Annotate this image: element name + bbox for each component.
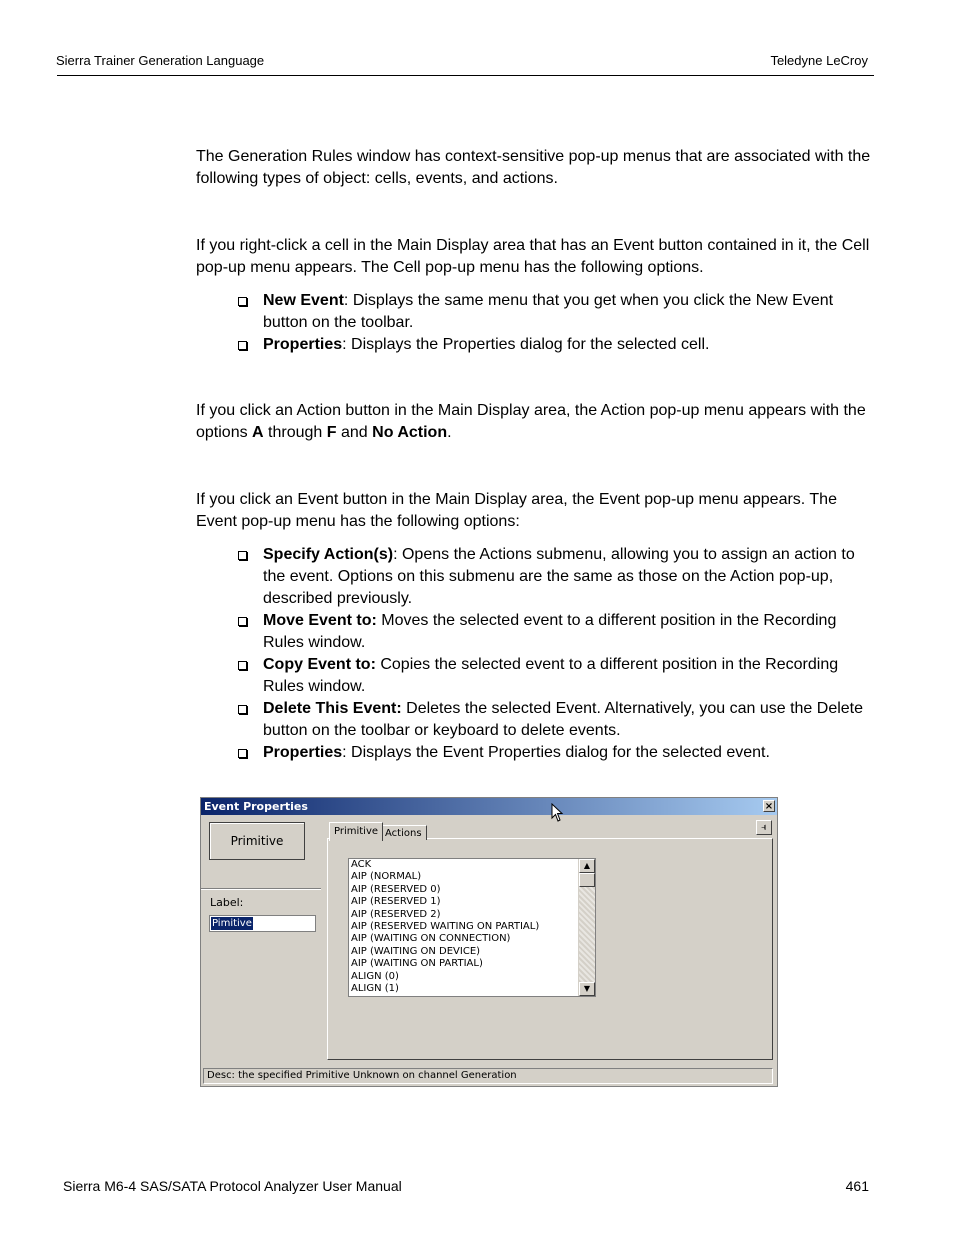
event-properties-dialog — [200, 797, 778, 1087]
list-item: Properties: Displays the Event Properties dialog for the selected event. — [236, 742, 876, 764]
tab-primitive[interactable]: Primitive — [329, 822, 383, 841]
dialog-title: Event Properties — [201, 798, 777, 815]
label-caption: Label: — [210, 896, 244, 909]
cell-popup-paragraph: If you right-click a cell in the Main Display area that has an Event button contained in it, the Cell pop-up menu appears. The Cell pop-up menu has the following options. — [196, 237, 870, 276]
checkbox-bullet-icon — [238, 705, 247, 714]
cell-options-list — [236, 290, 876, 356]
running-header-company: Teledyne LeCroy — [770, 53, 868, 68]
checkbox-bullet-icon — [238, 749, 247, 758]
status-bar: Desc: the specified Primitive Unknown on channel Generation — [203, 1068, 773, 1084]
list-item: Properties: Displays the Properties dialog for the selected cell. — [236, 334, 876, 356]
list-item: Move Event to: Moves the selected event to a different position in the Recording Rules window. — [236, 610, 876, 654]
checkbox-bullet-icon — [238, 341, 247, 350]
checkbox-bullet-icon — [238, 617, 247, 626]
scroll-down-icon[interactable]: ▼ — [579, 982, 595, 996]
page-number: 461 — [845, 1178, 869, 1194]
action-popup-paragraph: If you click an Action button in the Main Display area, the Action pop-up menu appears with the options A through F and No Action. — [196, 402, 866, 441]
list-item: Specify Action(s): Opens the Actions submenu, allowing you to assign an action to the event. Options on this submenu are the same as those on the Action pop-up, described previously. — [236, 544, 876, 610]
pin-icon[interactable]: ⫣ — [756, 820, 772, 835]
event-popup-paragraph: If you click an Event button in the Main Display area, the Event pop-up menu appears. The Event pop-up menu has the following options: — [196, 491, 837, 530]
list-item[interactable]: ACK — [351, 859, 372, 870]
label-input[interactable]: Pimitive — [209, 915, 316, 932]
list-item[interactable]: ALIGN (1) — [351, 983, 399, 995]
footer-manual-title: Sierra M6-4 SAS/SATA Protocol Analyzer User Manual — [63, 1178, 402, 1194]
primitive-listbox[interactable] — [348, 858, 596, 997]
list-item[interactable]: AIP (RESERVED 0) — [351, 883, 441, 895]
mouse-cursor-icon — [551, 803, 565, 823]
primitive-button[interactable]: Primitive — [209, 822, 305, 860]
tab-actions[interactable]: Actions — [380, 825, 427, 840]
list-item[interactable]: AIP (WAITING ON DEVICE) — [351, 945, 481, 957]
scroll-thumb[interactable] — [579, 873, 595, 887]
list-item[interactable]: AIP (WAITING ON PARTIAL) — [351, 958, 483, 970]
scroll-up-icon[interactable]: ▲ — [579, 859, 595, 873]
divider — [201, 888, 321, 890]
header-rule — [57, 75, 874, 76]
list-item[interactable]: ALIGN (0) — [351, 970, 399, 982]
list-item[interactable]: AIP (RESERVED 1) — [351, 896, 441, 908]
checkbox-bullet-icon — [238, 297, 247, 306]
checkbox-bullet-icon — [238, 551, 247, 560]
list-item[interactable]: AIP (NORMAL) — [351, 871, 422, 883]
close-icon[interactable]: × — [764, 801, 774, 812]
list-item: New Event: Displays the same menu that you get when you click the New Event button on the toolbar. — [236, 290, 876, 334]
list-item: Copy Event to: Copies the selected event to a different position in the Recording Rules window. — [236, 654, 876, 698]
list-item: Delete This Event: Deletes the selected Event. Alternatively, you can use the Delete button on the toolbar or keyboard to delete events. — [236, 698, 876, 742]
listbox-scrollbar[interactable] — [578, 859, 595, 996]
list-item[interactable]: AIP (WAITING ON CONNECTION) — [351, 933, 511, 945]
list-item[interactable]: AIP (RESERVED WAITING ON PARTIAL) — [351, 921, 540, 933]
list-item[interactable]: AIP (RESERVED 2) — [351, 908, 441, 920]
event-options-list — [236, 544, 876, 764]
intro-paragraph: The Generation Rules window has context-sensitive pop-up menus that are associated with the following types of object: cells, events, and actions. — [196, 148, 871, 187]
checkbox-bullet-icon — [238, 661, 247, 670]
running-header-title: Sierra Trainer Generation Language — [56, 53, 265, 68]
